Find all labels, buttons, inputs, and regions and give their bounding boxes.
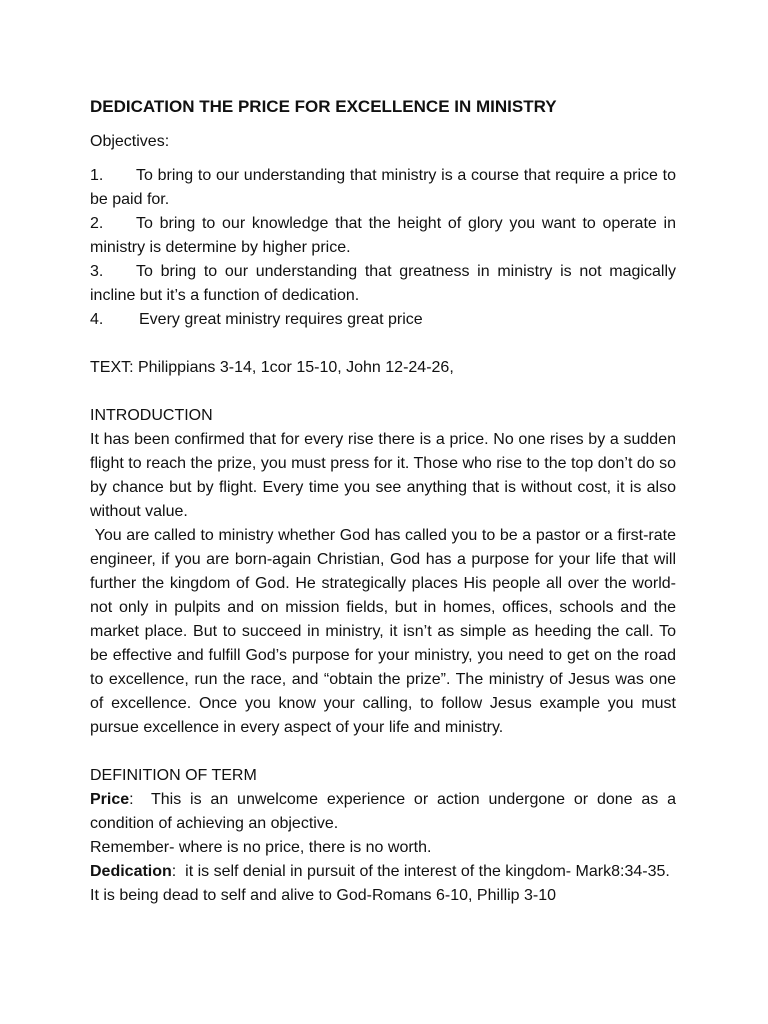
objective-number: 4. (90, 311, 104, 328)
objectives-list (90, 164, 676, 332)
introduction-heading: INTRODUCTION (90, 407, 213, 424)
dedication-term: Dedication (90, 863, 172, 880)
document-page (90, 94, 681, 908)
objective-text: To bring to our understanding that greatness in ministry is not magically incline but it’s a function of dedication. (90, 263, 676, 304)
price-term: Price (90, 791, 130, 808)
introduction-paragraph-2: You are called to ministry whether God has called you to be a pastor or a first-rate engineer, if you are born-again Christian, God has a purpose for your life that will further the kingdom of God. He strategically places His people all over the world- not only in pulpits and on mission fields, but in homes, offices, schools and the market place. But to succeed in ministry, it isn’t as simple as heeding the call. To be effective and fulfill God’s purpose for your ministry, you need to get on the road to excellence, run the race, and “obtain the prize”. The ministry of Jesus was one of excellence. Once you know your calling, to follow Jesus example you must pursue excellence in every aspect of your life and ministry. (90, 527, 681, 736)
price-definition-text: : This is an unwelcome experience or action undergone or done as a condition of achieving an objective. (90, 791, 681, 832)
dedication-definition-text: : it is self denial in pursuit of the interest of the kingdom- Mark8:34-35. (171, 863, 670, 880)
objective-item (90, 260, 676, 308)
price-remember: Remember- where is no price, there is no worth. (90, 839, 432, 856)
objective-text: Every great ministry requires great price (139, 311, 423, 328)
dedication-definition (90, 860, 676, 884)
objective-text: To bring to our understanding that ministry is a course that require a price to be paid for. (90, 167, 676, 208)
objective-number: 3. (90, 263, 104, 280)
price-definition (90, 788, 681, 836)
objective-item (90, 164, 676, 212)
text-reference: TEXT: Philippians 3-14, 1cor 15-10, John 12-24-26, (90, 359, 454, 376)
objectives-heading: Objectives: (90, 133, 170, 150)
objective-text: To bring to our knowledge that the height of glory you want to operate in ministry is determine by higher price. (90, 215, 676, 256)
objective-item (90, 212, 676, 260)
dedication-more: It is being dead to self and alive to God-Romans 6-10, Phillip 3-10 (90, 887, 557, 904)
introduction-paragraph-1: It has been confirmed that for every rise there is a price. No one rises by a sudden flight to reach the prize, you must press for it. Those who rise to the top don’t do so by chance but by flight. Every time you see anything that is without cost, it is also without value. (90, 431, 676, 520)
objective-number: 2. (90, 215, 104, 232)
definition-heading: DEFINITION OF TERM (90, 767, 257, 784)
document-title: DEDICATION THE PRICE FOR EXCELLENCE IN MINISTRY (90, 97, 557, 116)
objective-number: 1. (90, 167, 104, 184)
objective-item (90, 308, 676, 332)
